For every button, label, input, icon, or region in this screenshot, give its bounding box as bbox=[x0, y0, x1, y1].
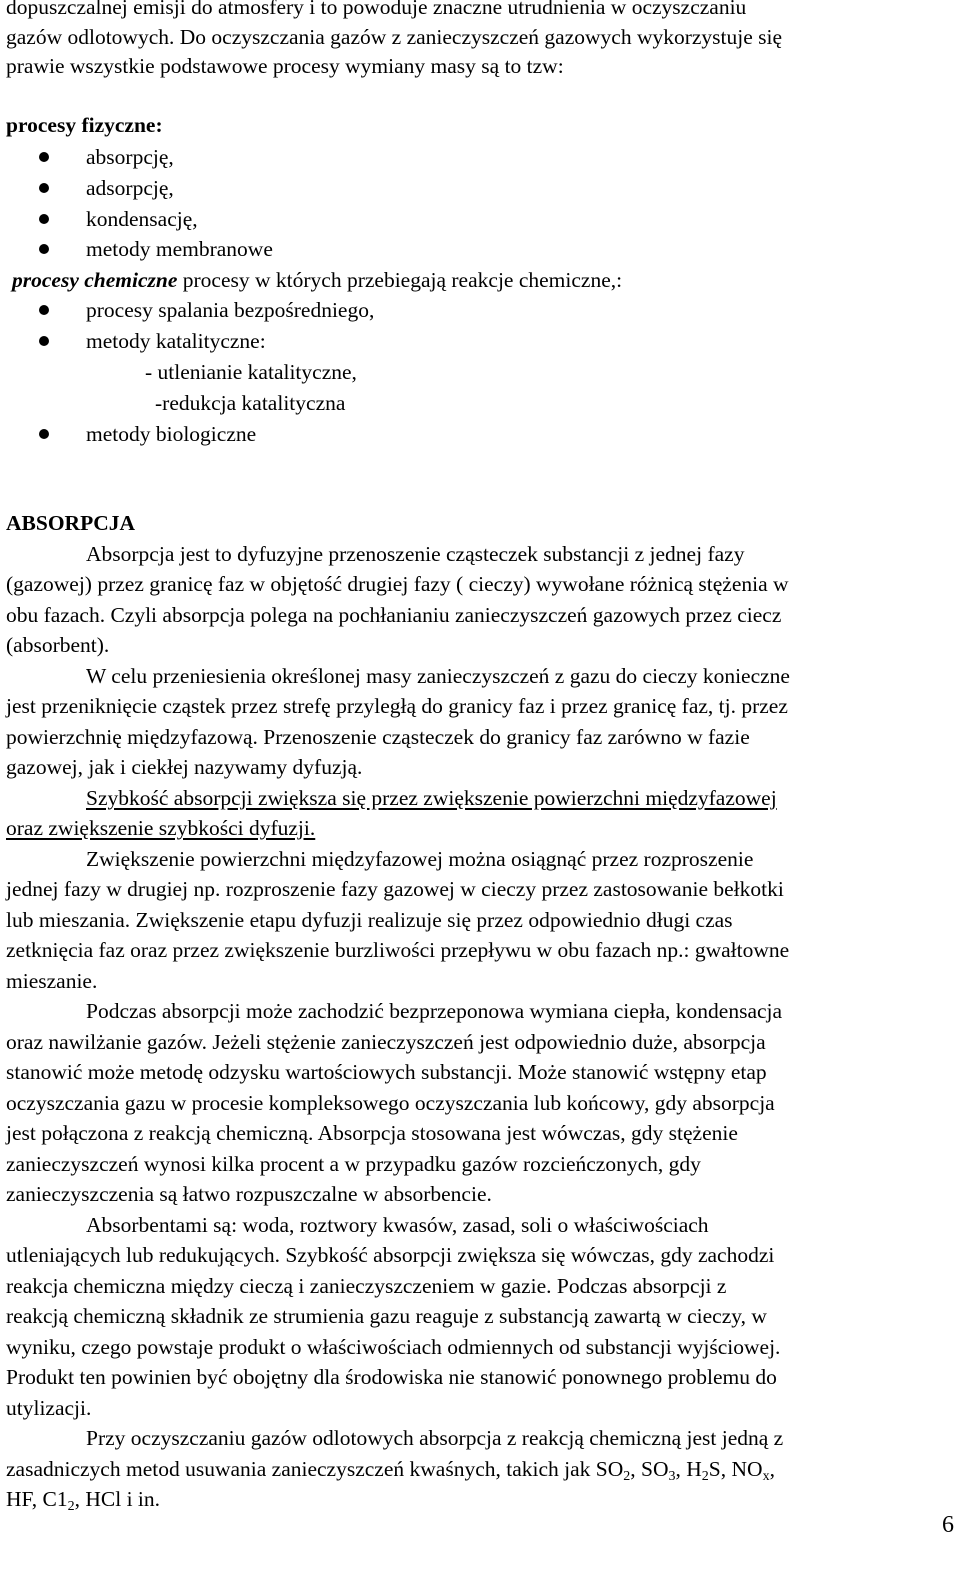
separator: , bbox=[769, 1457, 775, 1481]
formula-so3: SO bbox=[641, 1457, 669, 1481]
bullet-icon bbox=[39, 244, 49, 254]
chemical-item-combustion: procesy spalania bezpośredniego, bbox=[86, 298, 375, 322]
bullet-icon bbox=[39, 152, 49, 162]
paragraph-line: reakcją chemiczną składnik ze strumienia gazu reaguje z substancją zawartą w cieczy, w bbox=[6, 1304, 767, 1328]
subscript: 2 bbox=[67, 1499, 75, 1514]
paragraph-line-formulas-2 bbox=[6, 1485, 160, 1513]
paragraph-line: jest przeniknięcie cząstek przez strefę przyległą do granicy faz i przez granicę faz, tj. przez bbox=[6, 694, 788, 718]
physical-item-adsorption: adsorpcję, bbox=[86, 176, 174, 200]
paragraph-line: zanieczyszczenia są łatwo rozpuszczalne w absorbencie. bbox=[6, 1182, 492, 1206]
paragraph-line: Podczas absorpcji może zachodzić bezprzeponowa wymiana ciepła, kondensacja bbox=[86, 999, 783, 1023]
paragraph-line: zetknięcia faz oraz przez zwiększenie burzliwości przepływu w obu fazach np.: gwałtowne bbox=[6, 938, 790, 962]
chemical-processes-line bbox=[12, 266, 622, 294]
formula-nox: NO bbox=[731, 1457, 763, 1481]
subscript: 2 bbox=[701, 1469, 709, 1484]
paragraph-line: Absorbentami są: woda, roztwory kwasów, zasad, soli o właściwościach bbox=[86, 1213, 709, 1237]
formula-hcl-tail: , HCl i in. bbox=[74, 1487, 161, 1511]
physical-item-membrane: metody membranowe bbox=[86, 237, 273, 261]
formula-intro-text: zasadniczych metod usuwania zanieczyszczeń kwaśnych, takich jak bbox=[6, 1457, 596, 1481]
catalytic-sub-oxidation: - utlenianie katalityczne, bbox=[145, 360, 357, 384]
bullet-icon bbox=[39, 305, 49, 315]
paragraph-line: utylizacji. bbox=[6, 1396, 92, 1420]
paragraph-line: powierzchnię międzyfazową. Przenoszenie cząsteczek do granicy faz zarówno w fazie bbox=[6, 725, 750, 749]
catalytic-sub-reduction: -redukcja katalityczna bbox=[155, 391, 346, 415]
formula-hf-c12: HF, C1 bbox=[6, 1487, 68, 1511]
paragraph-line: (gazowej) przez granicę faz w objętość drugiej fazy ( cieczy) wywołane różnicą stężenia w bbox=[6, 572, 789, 596]
physical-item-absorption: absorpcję, bbox=[86, 145, 174, 169]
bullet-icon bbox=[39, 429, 49, 439]
paragraph-line: Absorpcja jest to dyfuzyjne przenoszenie cząsteczek substancji z jednej fazy bbox=[86, 542, 745, 566]
paragraph-line: Zwiększenie powierzchni międzyfazowej można osiągnąć przez rozproszenie bbox=[86, 847, 754, 871]
paragraph-line: (absorbent). bbox=[6, 633, 110, 657]
formula-so2: SO bbox=[595, 1457, 624, 1481]
paragraph-line: W celu przeniesienia określonej masy zanieczyszczeń z gazu do cieczy konieczne bbox=[86, 664, 790, 688]
paragraph-line: oczyszczania gazu w procesie kompleksowego oczyszczania lub końcowy, gdy absorpcja bbox=[6, 1091, 775, 1115]
physical-processes-heading: procesy fizyczne: bbox=[6, 113, 163, 137]
intro-line-1: dopuszczalnej emisji do atmosfery i to powoduje znaczne utrudnienia w oczyszczaniu bbox=[6, 0, 747, 19]
subscript: 2 bbox=[623, 1469, 631, 1484]
chemical-item-biological: metody biologiczne bbox=[86, 422, 257, 446]
chemical-processes-description: procesy w których przebiegają reakcje chemiczne,: bbox=[177, 268, 623, 292]
separator: , bbox=[630, 1457, 642, 1481]
subscript: x bbox=[762, 1469, 770, 1484]
physical-item-condensation: kondensację, bbox=[86, 207, 198, 231]
subscript: 3 bbox=[668, 1469, 676, 1484]
formula-h2s: H bbox=[686, 1457, 702, 1481]
intro-line-2: gazów odlotowych. Do oczyszczania gazów z zanieczyszczeń gazowych wykorzystuje się bbox=[6, 25, 783, 49]
paragraph-line: stanowić może metodę odzysku wartościowych substancji. Może stanowić wstępny etap bbox=[6, 1060, 767, 1084]
paragraph-line-formulas bbox=[6, 1455, 775, 1483]
paragraph-line: obu fazach. Czyli absorpcja polega na pochłanianiu zanieczyszczeń gazowych przez ciecz bbox=[6, 603, 782, 627]
intro-line-3: prawie wszystkie podstawowe procesy wymiany masy są to tzw: bbox=[6, 54, 564, 78]
paragraph-line: utleniających lub redukujących. Szybkość absorpcji zwiększa się wówczas, gdy zachodzi bbox=[6, 1243, 775, 1267]
bullet-icon bbox=[39, 336, 49, 346]
paragraph-line: gazowej, jak i ciekłej nazywamy dyfuzją. bbox=[6, 755, 363, 779]
paragraph-line: reakcja chemiczna między cieczą i zanieczyszczeniem w gazie. Podczas absorpcji z bbox=[6, 1274, 727, 1298]
paragraph-line: zanieczyszczeń wynosi kilka procent a w przypadku gazów rozcieńczonych, gdy bbox=[6, 1152, 701, 1176]
section-title-absorpcja: ABSORPCJA bbox=[6, 511, 136, 535]
underlined-line: oraz zwiększenie szybkości dyfuzji. bbox=[6, 816, 316, 840]
page-number: 6 bbox=[942, 1512, 954, 1538]
separator: , bbox=[675, 1457, 687, 1481]
paragraph-line: Produkt ten powinien być obojętny dla środowiska nie stanowić ponownego problemu do bbox=[6, 1365, 777, 1389]
paragraph-line: lub mieszania. Zwiększenie etapu dyfuzji realizuje się przez odpowiednio długi czas bbox=[6, 908, 733, 932]
paragraph-line: Przy oczyszczaniu gazów odlotowych absorpcja z reakcją chemiczną jest jedną z bbox=[86, 1426, 784, 1450]
paragraph-line: jednej fazy w drugiej np. rozproszenie fazy gazowej w cieczy przez zastosowanie bełkotki bbox=[6, 877, 784, 901]
paragraph-line: mieszanie. bbox=[6, 969, 98, 993]
paragraph-line: jest połączona z reakcją chemiczną. Absorpcja stosowana jest wówczas, gdy stężenie bbox=[6, 1121, 738, 1145]
paragraph-line: wyniku, czego powstaje produkt o właściwościach odmiennych od substancji wyjściowej. bbox=[6, 1335, 781, 1359]
bullet-icon bbox=[39, 183, 49, 193]
formula-h2s-tail: S, bbox=[708, 1457, 732, 1481]
bullet-icon bbox=[39, 214, 49, 224]
underlined-line: Szybkość absorpcji zwiększa się przez zwiększenie powierzchni międzyfazowej bbox=[86, 786, 777, 810]
paragraph-line: oraz nawilżanie gazów. Jeżeli stężenie zanieczyszczeń jest odpowiednio duże, absorpcja bbox=[6, 1030, 766, 1054]
chemical-item-catalytic: metody katalityczne: bbox=[86, 329, 266, 353]
chemical-processes-heading: procesy chemiczne bbox=[12, 268, 178, 292]
